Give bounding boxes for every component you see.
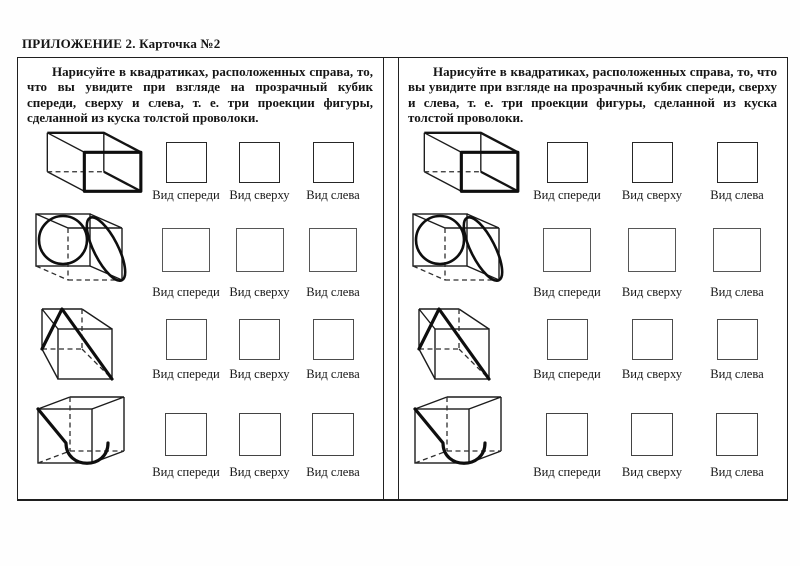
box-with-wire-u-bend-figure (32, 393, 134, 477)
view-label-top: Вид сверху (621, 188, 683, 202)
cube-with-wire-zigzag-figure (32, 305, 120, 383)
view-label-front: Вид спереди (533, 285, 601, 299)
answer-box-left-view (313, 142, 354, 183)
answer-box-front-view (166, 142, 207, 183)
view-label-left: Вид слева (306, 285, 360, 299)
page-title: ПРИЛОЖЕНИЕ 2. Карточка №2 (22, 36, 221, 51)
figure-row (399, 124, 787, 202)
figure-box-with-wire-u-bend (399, 390, 529, 477)
view-label-front: Вид спереди (533, 188, 601, 202)
answer-box-left-view (312, 413, 354, 456)
box-with-wire-circle-figure (32, 206, 134, 290)
box-with-wire-square-figure (42, 125, 152, 201)
view-label-left: Вид слева (306, 367, 360, 381)
answer-box-top-view (239, 319, 280, 360)
view-label-front: Вид спереди (152, 285, 220, 299)
cube-with-wire-zigzag-figure (409, 305, 497, 383)
panel-right (398, 58, 787, 499)
view-label-left: Вид слева (710, 188, 764, 202)
view-label-front: Вид спереди (152, 367, 220, 381)
instruction-text: Нарисуйте в квадратиках, расположенных справа, то, что вы увидите при взгляде на прозрачный кубик спереди, сверху и слева, т. е. три проекции фигуры, сделанной из куска толстой проволоки. (408, 64, 777, 125)
answer-box-top-view (236, 228, 284, 272)
view-label-left: Вид слева (710, 367, 764, 381)
box-with-wire-circle-figure (409, 206, 511, 290)
answer-box-front-view (166, 319, 207, 360)
figure-row (18, 390, 383, 485)
figure-row (18, 124, 383, 202)
answer-box-front-view (165, 413, 207, 456)
view-label-left: Вид слева (710, 465, 764, 479)
answer-box-left-view (713, 228, 761, 272)
figure-cube-with-wire-zigzag (399, 304, 529, 383)
instruction-text: Нарисуйте в квадратиках, расположенных справа, то, что вы увидите при взгляде на прозрачный кубик спереди, сверху и слева, т. е. три проекции фигуры, сделанной из куска толстой проволоки. (27, 64, 373, 125)
answer-box-front-view (546, 413, 588, 456)
figure-box-with-wire-circle (399, 202, 529, 290)
figure-box-with-wire-square (399, 124, 529, 201)
answer-box-front-view (547, 319, 588, 360)
answer-box-top-view (631, 413, 673, 456)
view-label-left: Вид слева (306, 465, 360, 479)
view-label-top: Вид сверху (621, 367, 683, 381)
figure-row (18, 304, 383, 390)
figure-box-with-wire-square (18, 124, 148, 201)
answer-box-front-view (543, 228, 591, 272)
figure-box-with-wire-circle (18, 202, 148, 290)
figure-row (399, 390, 787, 485)
box-with-wire-square-figure (419, 125, 529, 201)
answer-box-top-view (632, 319, 673, 360)
panel-divider-gap (384, 58, 398, 499)
view-label-top: Вид сверху (621, 285, 683, 299)
panel-left (18, 58, 384, 499)
figure-row (399, 304, 787, 390)
figure-cube-with-wire-zigzag (18, 304, 148, 383)
figure-row (399, 202, 787, 304)
view-label-top: Вид сверху (229, 188, 290, 202)
worksheet-table (17, 57, 788, 501)
view-label-front: Вид спереди (152, 188, 220, 202)
view-label-front: Вид спереди (533, 367, 601, 381)
answer-box-left-view (309, 228, 357, 272)
view-label-left: Вид слева (306, 188, 360, 202)
figure-row (18, 202, 383, 304)
view-label-front: Вид спереди (533, 465, 601, 479)
view-label-top: Вид сверху (621, 465, 683, 479)
answer-box-left-view (717, 142, 758, 183)
view-label-top: Вид сверху (229, 285, 290, 299)
view-label-front: Вид спереди (152, 465, 220, 479)
answer-box-top-view (239, 413, 281, 456)
answer-box-top-view (632, 142, 673, 183)
answer-box-top-view (239, 142, 280, 183)
answer-box-left-view (716, 413, 758, 456)
figure-box-with-wire-u-bend (18, 390, 148, 477)
answer-box-top-view (628, 228, 676, 272)
view-label-left: Вид слева (710, 285, 764, 299)
box-with-wire-u-bend-figure (409, 393, 511, 477)
view-label-top: Вид сверху (229, 367, 290, 381)
view-label-top: Вид сверху (229, 465, 290, 479)
answer-box-front-view (162, 228, 210, 272)
answer-box-left-view (313, 319, 354, 360)
answer-box-left-view (717, 319, 758, 360)
answer-box-front-view (547, 142, 588, 183)
